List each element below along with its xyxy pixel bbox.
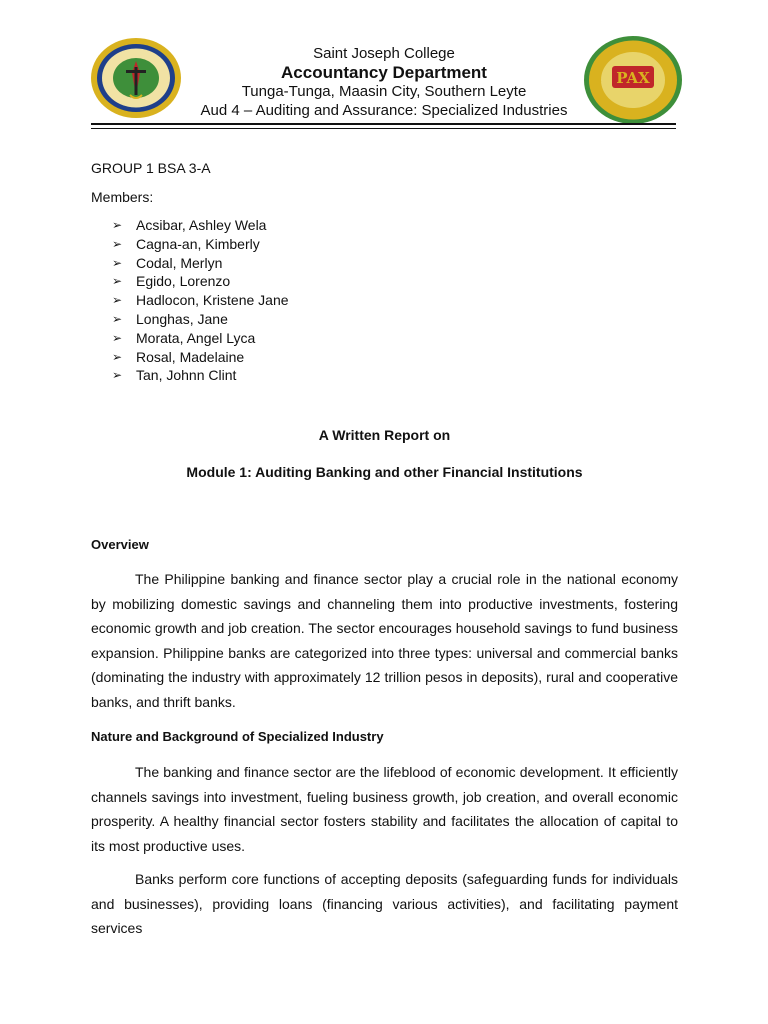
list-item — [91, 329, 289, 348]
member-name: Longhas, Jane — [136, 310, 228, 327]
arrow-bullet-icon: ➢ — [112, 368, 123, 383]
member-name: Tan, Johnn Clint — [136, 367, 237, 384]
report-title: A Written Report on — [318, 427, 451, 443]
list-item — [91, 216, 289, 235]
seal-text: PAX — [616, 69, 650, 87]
members-list — [91, 216, 289, 385]
header-rule-thick — [91, 123, 676, 125]
member-name: Codal, Merlyn — [136, 254, 223, 271]
list-item — [91, 291, 289, 310]
college-seal-logo — [90, 37, 182, 119]
list-item — [91, 310, 289, 329]
module-title: Module 1: Auditing Banking and other Financial Institutions — [186, 464, 583, 480]
department-name: Accountancy Department — [281, 63, 487, 82]
svg-text:★: ★ — [665, 77, 674, 87]
arrow-bullet-icon: ➢ — [112, 311, 123, 326]
list-item — [91, 366, 289, 385]
nature-paragraph-2: Banks perform core functions of accepting deposits (safeguarding funds for individuals and businesses), providing loans (financing various activities), and facilitating payment services — [91, 871, 678, 936]
letterhead — [0, 0, 768, 135]
group-label: GROUP 1 BSA 3-A — [91, 160, 211, 176]
list-item — [91, 235, 289, 254]
list-item — [91, 254, 289, 273]
member-name: Hadlocon, Kristene Jane — [136, 292, 289, 309]
member-name: Egido, Lorenzo — [136, 273, 231, 290]
arrow-bullet-icon: ➢ — [112, 349, 123, 364]
arrow-bullet-icon: ➢ — [112, 274, 123, 289]
overview-heading: Overview — [91, 537, 149, 552]
member-name: Acsibar, Ashley Wela — [136, 217, 267, 233]
arrow-bullet-icon: ➢ — [112, 236, 123, 251]
list-item — [91, 272, 289, 291]
arrow-bullet-icon: ➢ — [112, 330, 123, 345]
arrow-bullet-icon: ➢ — [112, 255, 123, 270]
header-rule-thin — [91, 128, 676, 129]
nature-paragraph-1: The banking and finance sector are the lifeblood of economic development. It efficiently channels savings into investment, fueling business growth, job creation, and overall economic prosperity. A healthy financial sector fosters stability and facilitates the allocation of capital to its most productive uses. — [91, 764, 678, 854]
member-name: Morata, Angel Lyca — [136, 329, 256, 346]
svg-text:★: ★ — [594, 77, 603, 87]
college-name: Saint Joseph College — [313, 45, 455, 62]
pax-seal-logo — [583, 35, 683, 125]
member-name: Cagna-an, Kimberly — [136, 235, 260, 252]
course-title: Aud 4 – Auditing and Assurance: Specialized Industries — [200, 102, 568, 119]
arrow-bullet-icon: ➢ — [112, 293, 123, 308]
list-item — [91, 348, 289, 367]
college-address: Tunga-Tunga, Maasin City, Southern Leyte — [241, 83, 527, 100]
member-name: Rosal, Madelaine — [136, 348, 245, 365]
overview-paragraph: The Philippine banking and finance sector play a crucial role in the national economy by mobilizing domestic savings and channeling them into productive investments, fostering economic growth and job creation. The sector encourages household savings to fund business expansion. Philippine banks are categorized into three types: universal and commercial banks (dominating the industry with approximately 12 trillion pesos in deposits), rural and cooperative banks, and thrift banks. — [91, 571, 678, 710]
nature-heading: Nature and Background of Specialized Industry — [91, 729, 384, 744]
arrow-bullet-icon: ➢ — [112, 218, 123, 232]
members-label: Members: — [91, 189, 154, 205]
